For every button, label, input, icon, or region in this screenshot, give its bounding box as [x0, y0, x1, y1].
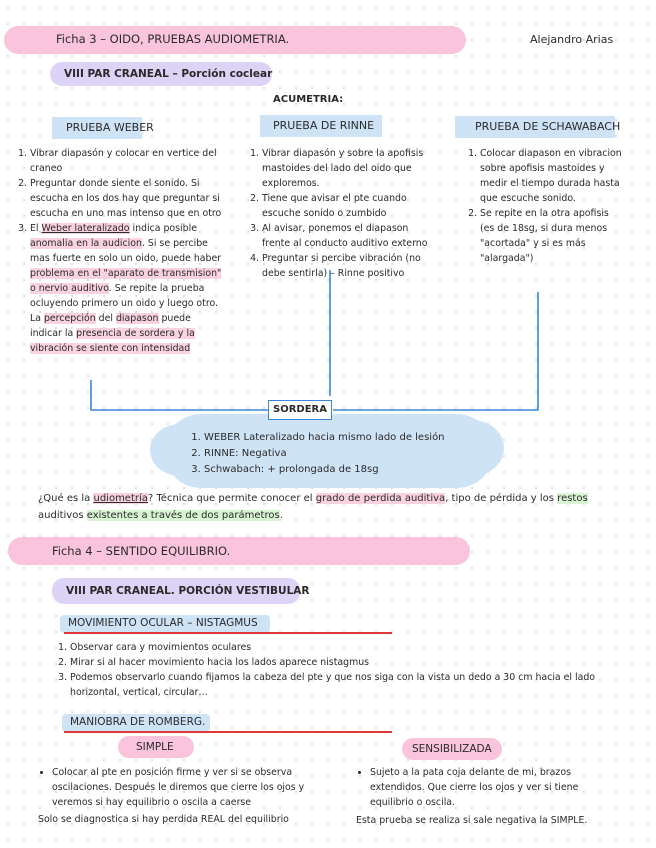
list-item: 2. Mirar si al hacer movimiento hacia los lados aparece nistagmus [70, 655, 636, 670]
nistagmus-list [56, 640, 636, 700]
list-item: 1. Colocar diapason en vibracion sobre apofisis mastoides y medir el tiempo durada hasta que escuche sonido. [480, 146, 626, 206]
nistagmus-underline [64, 632, 392, 634]
list-item: 1. Vibrar diapasón y colocar en vertice del craneo [30, 146, 224, 176]
weber-list [16, 146, 224, 356]
rinne-title: PRUEBA DE RINNE [273, 119, 375, 132]
list-item: 3. Schwabach: + prolongada de 18sg [204, 462, 490, 478]
list-item: • Sujeto a la pata coja delante de mi, brazos extendidos. Que cierre los ojos y ver si tiene equilibrio o oscila. [370, 765, 620, 810]
weber-connector [91, 380, 268, 410]
list-item: 2. RINNE: Negativa [204, 446, 490, 462]
acumetria-label: ACUMETRIA: [273, 94, 344, 105]
list-item: 3. Podemos observarlo cuando fijamos la cabeza del pte y que nos siga con la vista un dedo a 30 cm hacia el lado horizontal, vertical, circular… [70, 670, 636, 700]
list-item: 1. WEBER Lateralizado hacia mismo lado de lesión [204, 430, 490, 446]
sordera-title: SORDERA [268, 400, 332, 420]
list-item: 1. Vibrar diapasón y sobre la apofisis mastoides del lado del oido que exploremos. [262, 146, 438, 191]
sordera-list [190, 430, 490, 478]
author-name: Alejandro Arias [530, 33, 614, 46]
schwabach-connector [333, 292, 538, 410]
list-item: 2. Se repite en la otra apofisis (es de 18sg, si dura menos "acortada" y si es más "alargada") [480, 206, 626, 266]
section-title-ficha4: Ficha 4 – SENTIDO EQUILIBRIO. [52, 544, 231, 558]
simple-note: Solo se diagnostica si hay perdida REAL del equilibrio [38, 814, 289, 825]
list-item: 1. Observar cara y movimientos oculares [70, 640, 636, 655]
weber-title: PRUEBA WEBER [66, 121, 154, 134]
schwabach-list [466, 146, 626, 266]
sens-title: SENSIBILIZADA [412, 743, 492, 755]
simple-title: SIMPLE [136, 741, 174, 753]
schwabach-title: PRUEBA DE SCHAWABACH [475, 120, 621, 133]
page-title: Ficha 3 – OIDO, PRUEBAS AUDIOMETRIA. [56, 32, 290, 46]
list-item: 3. Al avisar, ponemos el diapason frente al conducto auditivo externo [262, 221, 438, 251]
simple-list [40, 765, 336, 810]
section-title: VIII PAR CRANEAL – Porción coclear [64, 68, 273, 80]
list-item: 3. El Weber lateralizado indica posible anomalia en la audicion. Si se percibe mas fuerte en solo un oido, puede haber problema en el "aparato de transmision" o nervio auditivo. Se repite la prueba ocluyendo primero un oido y luego otro. La percepción del diapason puede indicar la presencia de sordera y la vibración se siente con intensidad [30, 221, 224, 356]
rinne-list [248, 146, 438, 281]
list-item: 4. Preguntar si percibe vibración (no debe sentirla) – Rinne positivo [262, 251, 438, 281]
nistagmus-title: MOVIMIENTO OCULAR – NISTAGMUS [68, 617, 258, 629]
list-item: • Colocar al pte en posición firme y ver si se observa oscilaciones. Después le diremos que cierre los ojos y veremos si hay equilibrio o oscila a caerse [52, 765, 336, 810]
romberg-underline [64, 731, 392, 733]
audiometry-definition: ¿Qué es la udiometría? Técnica que permite conocer el grado de perdida auditiva, tipo de pérdida y los restos auditivos existentes a través de dos parámetros. [38, 493, 588, 521]
sens-note: Esta prueba se realiza si sale negativa la SIMPLE. [356, 815, 588, 826]
list-item: 2. Tiene que avisar el pte cuando escuche sonido o zumbido [262, 191, 438, 221]
section-title-vestibular: VIII PAR CRANEAL. PORCIÓN VESTIBULAR [66, 585, 310, 597]
list-item: 2. Preguntar donde siente el sonido. Si escucha en los dos hay que preguntar si escucha en uno mas intenso que en otro [30, 176, 224, 221]
romberg-title: MANIOBRA DE ROMBERG. [70, 716, 206, 728]
sens-list [358, 765, 620, 810]
